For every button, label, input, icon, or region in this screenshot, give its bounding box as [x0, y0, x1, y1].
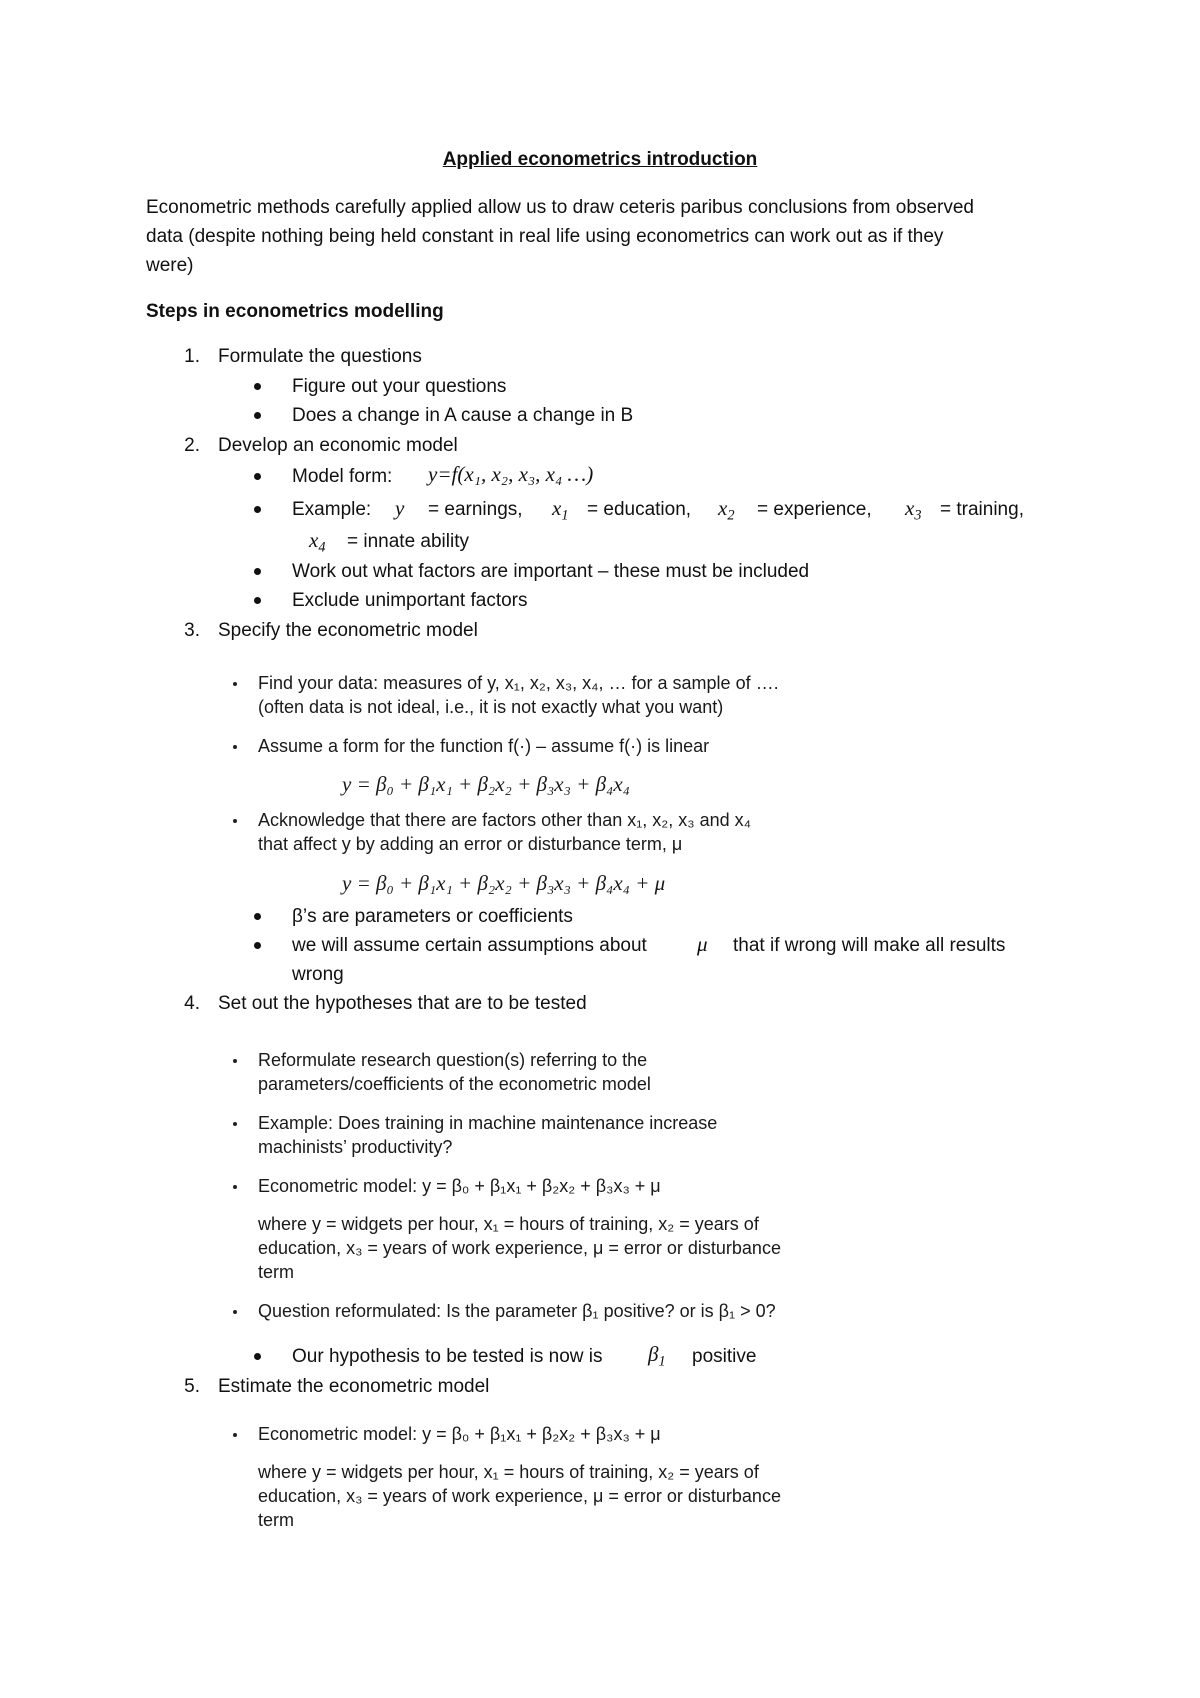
parameters-text: β’s are parameters or coefficients [292, 906, 573, 927]
step-2-bullet-factors: Work out what factors are important – these must be included [292, 561, 810, 582]
bullet-icon [254, 506, 261, 513]
hypothesis-text: Our hypothesis to be tested is now is [292, 1346, 603, 1367]
acknowledge-line-2: that affect y by adding an error or disturbance term, μ [258, 834, 683, 854]
step-3-number: 3. [184, 620, 200, 641]
example-label: Example: [292, 499, 372, 520]
assumptions-wrap: wrong [292, 964, 344, 985]
example-question-line-1: Example: Does training in machine maintenance increase [258, 1113, 718, 1133]
bullet-icon [254, 473, 261, 480]
bullet-icon [254, 383, 261, 390]
bullet-icon [254, 568, 261, 575]
econometric-model-4: Econometric model: y = β₀ + β₁x₁ + β₂x₂ + β₃x₃ + μ [258, 1176, 661, 1196]
bullet-icon [254, 1353, 261, 1360]
where-5-line-2: education, x₃ = years of work experience, μ = error or disturbance [258, 1486, 781, 1506]
step-2-bullet-exclude: Exclude unimportant factors [292, 590, 528, 611]
def-innate-ability: = innate ability [347, 531, 469, 552]
model-form-label: Model form: [292, 466, 393, 487]
example-question-line-2: machinists’ productivity? [258, 1137, 453, 1157]
def-education: = education, [587, 499, 692, 520]
bullet-icon [254, 597, 261, 604]
var-x2: $x_2$ [718, 496, 735, 524]
step-3-label: Specify the econometric model [218, 620, 478, 641]
where-4-line-3: term [258, 1262, 294, 1282]
step-4-number: 4. [184, 993, 200, 1014]
where-5-line-3: term [258, 1510, 294, 1530]
def-experience: = experience, [757, 499, 872, 520]
question-reformulated: Question reformulated: Is the parameter β₁ positive? or is β₁ > 0? [258, 1301, 776, 1321]
section-heading: Steps in econometrics modelling [146, 301, 444, 322]
step-1-number: 1. [184, 346, 200, 367]
find-data-line-1: Find your data: measures of y, x₁, x₂, x₃, x₄, … for a sample of …. [258, 673, 779, 693]
bullet-icon [233, 1122, 237, 1126]
econometric-model-5: Econometric model: y = β₀ + β₁x₁ + β₂x₂ + β₃x₃ + μ [258, 1424, 661, 1444]
step-2-number: 2. [184, 435, 200, 456]
acknowledge-line-1: Acknowledge that there are factors other than x₁, x₂, x₃ and x₄ [258, 810, 751, 830]
bullet-icon [233, 819, 237, 823]
where-4-line-1: where y = widgets per hour, x₁ = hours of training, x₂ = years of [258, 1214, 759, 1234]
linear-equation: y = β₀ + β₁x₁ + β₂x₂ + β₃x₃ + β₄x₄ [342, 772, 630, 796]
bullet-icon [233, 682, 237, 686]
var-x4: $x_4$ [309, 528, 326, 556]
var-x1: $x_1$ [552, 496, 569, 524]
def-earnings: = earnings, [428, 499, 523, 520]
bullet-icon [233, 745, 237, 749]
step-1-bullet-2: Does a change in A cause a change in B [292, 405, 634, 426]
step-1-label: Formulate the questions [218, 346, 422, 367]
beta1-symbol: $\beta_1$ [648, 1342, 666, 1370]
page-title: Applied econometrics introduction [442, 149, 758, 170]
step-2-label: Develop an economic model [218, 435, 458, 456]
assumptions-text: we will assume certain assumptions about [292, 935, 647, 956]
def-training: = training, [940, 499, 1024, 520]
model-form-equation: y=f(x₁, x₂, x₃, x₄ …) [428, 462, 594, 486]
hypothesis-positive: positive [692, 1346, 757, 1367]
bullet-icon [254, 412, 261, 419]
intro-line-3: were) [146, 255, 194, 276]
where-4-line-2: education, x₃ = years of work experience, μ = error or disturbance [258, 1238, 781, 1258]
step-1-bullet-1: Figure out your questions [292, 376, 507, 397]
bullet-icon [254, 942, 261, 949]
var-x3: $x_3$ [905, 496, 922, 524]
bullet-icon [233, 1433, 237, 1437]
find-data-line-2: (often data is not ideal, i.e., it is not exactly what you want) [258, 697, 724, 717]
intro-line-2: data (despite nothing being held constant in real life using econometrics can work out as if they [146, 226, 944, 247]
var-y: y [395, 496, 405, 520]
step-4-label: Set out the hypotheses that are to be tested [218, 993, 587, 1014]
reformulate-line-1: Reformulate research question(s) referring to the [258, 1050, 648, 1070]
reformulate-line-2: parameters/coefficients of the econometric model [258, 1074, 651, 1094]
intro-line-1: Econometric methods carefully applied allow us to draw ceteris paribus conclusions from observed [146, 197, 974, 218]
assume-form-text: Assume a form for the function f(·) – assume f(·) is linear [258, 736, 710, 756]
step-5-label: Estimate the econometric model [218, 1376, 490, 1397]
bullet-icon [233, 1185, 237, 1189]
where-5-line-1: where y = widgets per hour, x₁ = hours of training, x₂ = years of [258, 1462, 759, 1482]
bullet-icon [233, 1310, 237, 1314]
error-equation: y = β₀ + β₁x₁ + β₂x₂ + β₃x₃ + β₄x₄ + μ [342, 871, 666, 895]
bullet-icon [254, 913, 261, 920]
bullet-icon [233, 1059, 237, 1063]
mu-symbol: μ [697, 932, 708, 956]
assumptions-text-end: that if wrong will make all results [733, 935, 1006, 956]
step-5-number: 5. [184, 1376, 200, 1397]
